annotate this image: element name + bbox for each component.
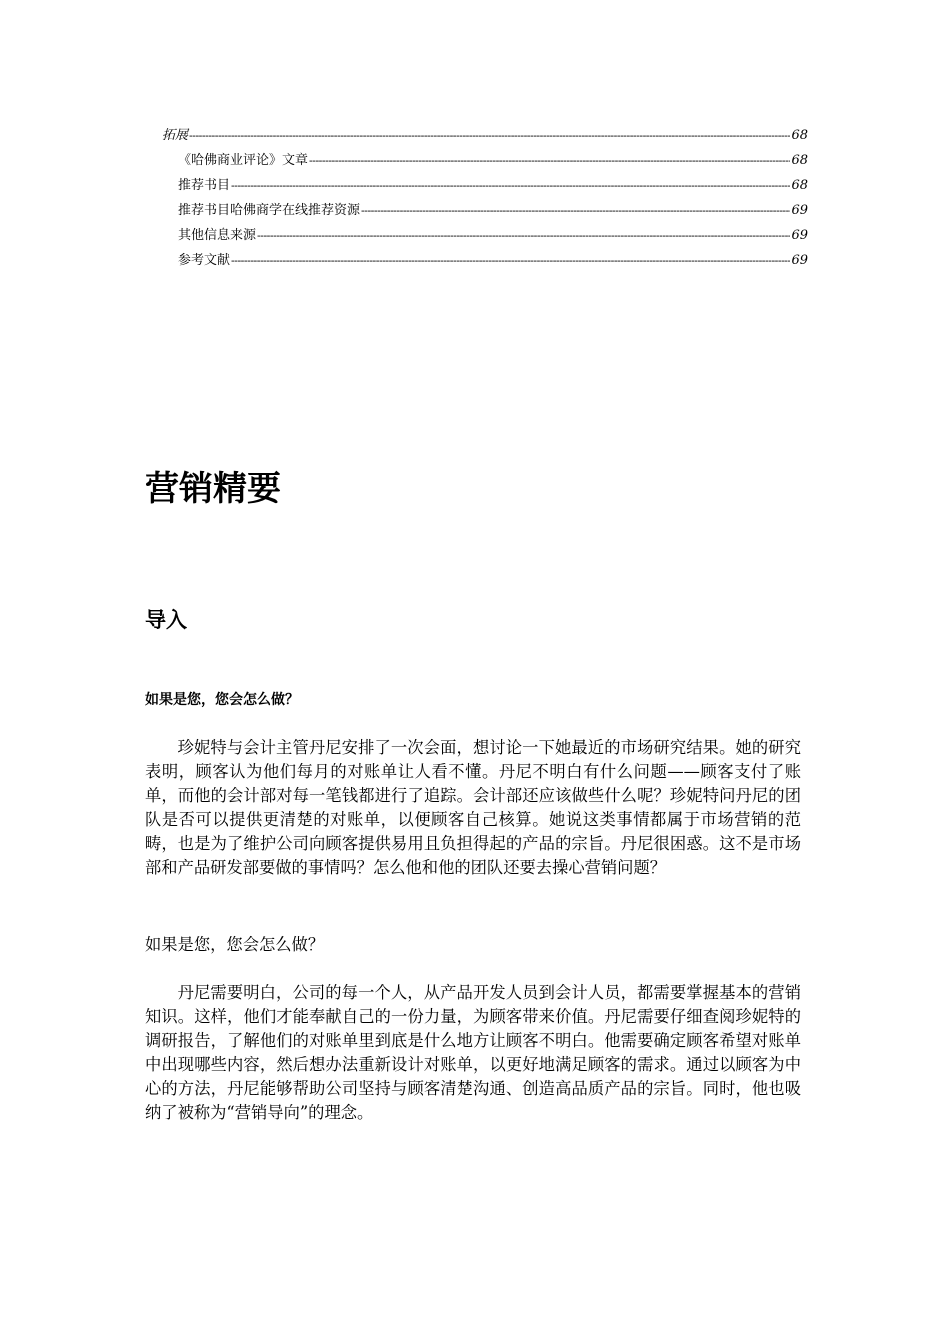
body-paragraph-question: 如果是您，您会怎么做？ bbox=[145, 935, 325, 954]
toc-entry-page: 69 bbox=[791, 253, 808, 268]
toc-leader-dashes bbox=[231, 251, 790, 271]
body-paragraph-scenario: 珍妮特与会计主管丹尼安排了一次会面，想讨论一下她最近的市场研究结果。她的研究表明，顾客认为他们每月的对账单让人看不懂。丹尼不明白有什么问题——顾客支付了账单，而他的会计部对每一笔钱都进行了追踪。会计部还应该做些什么呢？珍妮特问丹尼的团队是否可以提供更清楚的对账单，以便顾客自己核算。她说这类事情都属于市场营销的范畴，也是为了维护公司向顾客提供易用且负担得起的产品的宗旨。丹尼很困惑。这不是市场部和产品研发部要做的事情吗？怎么他和他的团队还要去操心营销问题？ bbox=[145, 738, 801, 877]
question-subheading: 如果是您，您会怎么做？ bbox=[145, 692, 299, 708]
toc-entry-hbr-articles[interactable] bbox=[178, 151, 808, 171]
toc-entry-references[interactable] bbox=[178, 251, 808, 271]
toc-entry-recommended-books[interactable] bbox=[178, 176, 808, 196]
toc-entry-other-sources[interactable] bbox=[178, 226, 808, 246]
toc-entry-label: 《哈佛商业评论》文章 bbox=[178, 153, 309, 168]
toc-leader-dashes bbox=[309, 151, 790, 171]
toc-entry-label: 其他信息来源 bbox=[178, 228, 257, 243]
toc-leader-dashes bbox=[361, 201, 790, 221]
toc-entry-label: 拓展 bbox=[162, 128, 189, 143]
toc-entry-page: 69 bbox=[791, 203, 808, 218]
toc-leader-dashes bbox=[231, 176, 790, 196]
toc-leader-dashes bbox=[189, 126, 790, 146]
toc-leader-dashes bbox=[257, 226, 790, 246]
toc-entry-label: 推荐书目 bbox=[178, 178, 231, 193]
toc-entry-online-resources[interactable] bbox=[178, 201, 808, 221]
toc-entry-page: 68 bbox=[791, 128, 808, 143]
toc-entry-page: 69 bbox=[791, 228, 808, 243]
toc-entry-label: 参考文献 bbox=[178, 253, 231, 268]
section-heading: 导入 bbox=[145, 608, 187, 632]
body-paragraph-answer: 丹尼需要明白，公司的每一个人，从产品开发人员到会计人员，都需要掌握基本的营销知识。这样，他们才能奉献自己的一份力量，为顾客带来价值。丹尼需要仔细查阅珍妮特的调研报告，了解他们的对账单里到底是什么地方让顾客不明白。他需要确定顾客希望对账单中出现哪些内容，然后想办法重新设计对账单，以更好地满足顾客的需求。通过以顾客为中心的方法，丹尼能够帮助公司坚持与顾客清楚沟通、创造高品质产品的宗旨。同时，他也吸纳了被称为“营销导向”的理念。 bbox=[145, 983, 801, 1122]
toc-entry-page: 68 bbox=[791, 178, 808, 193]
chapter-title: 营销精要 bbox=[145, 469, 281, 509]
toc-entry-page: 68 bbox=[791, 153, 808, 168]
toc-entry-label: 推荐书目哈佛商学在线推荐资源 bbox=[178, 203, 361, 218]
toc-entry-extension[interactable] bbox=[162, 126, 808, 146]
